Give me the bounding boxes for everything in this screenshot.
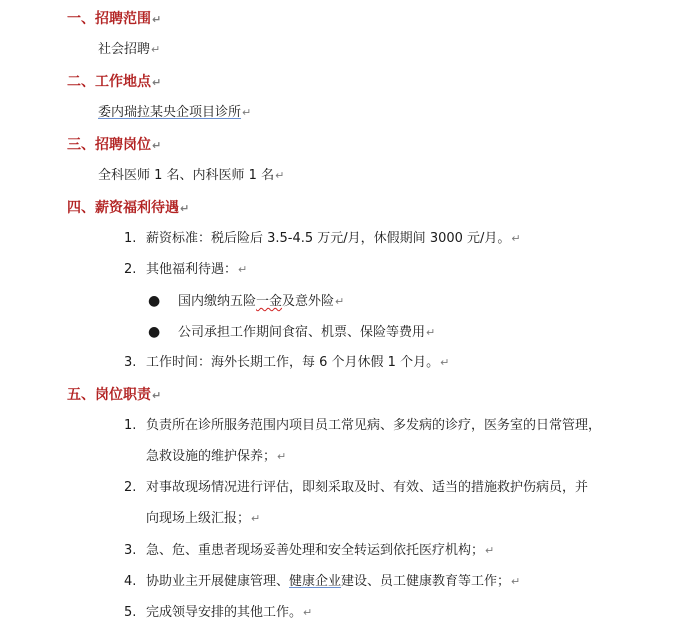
list-number: 3.: [124, 543, 137, 558]
list-item: 2. 其他福利待遇：↵: [124, 262, 248, 277]
bullet-item: ● 国内缴纳五险一金及意外险↵: [148, 293, 345, 309]
section-5-heading: 五、岗位职责↵: [67, 387, 162, 403]
list-item: 3. 急、危、重患者现场妥善处理和安全转运到依托医疗机构；↵: [124, 543, 495, 558]
list-number: 4.: [124, 574, 137, 589]
list-item: 1. 薪资标准：税后险后 3.5-4.5 万元/月，休假期间 3000 元/月。↵: [124, 231, 521, 246]
list-number: 5.: [124, 605, 137, 620]
list-item: 2. 对事故现场情况进行评估，即刻采取及时、有效、适当的措施救护伤病员，并: [124, 480, 589, 495]
list-item-continuation: 向现场上级汇报；↵: [146, 511, 261, 526]
section-4-heading: 四、薪资福利待遇↵: [67, 200, 190, 216]
section-3-heading: 三、招聘岗位↵: [67, 137, 162, 153]
list-item-continuation: 急救设施的维护保养；↵: [146, 449, 287, 464]
section-1-body: 社会招聘↵: [98, 42, 161, 57]
list-number: 1.: [124, 231, 137, 246]
section-1-heading: 一、招聘范围↵: [67, 11, 162, 27]
list-item: 4. 协助业主开展健康管理、健康企业建设、员工健康教育等工作；↵: [124, 574, 521, 589]
list-number: 2.: [124, 262, 137, 277]
list-item: 1. 负责所在诊所服务范围内项目员工常见病、多发病的诊疗，医务室的日常管理，: [124, 418, 602, 433]
list-item: 5. 完成领导安排的其他工作。↵: [124, 605, 313, 620]
section-3-body: 全科医师 1 名、内科医师 1 名↵: [98, 168, 285, 183]
bullet-item: ● 公司承担工作期间食宿、机票、保险等费用↵: [148, 324, 436, 340]
section-2-heading: 二、工作地点↵: [67, 74, 162, 90]
list-number: 3.: [124, 355, 137, 370]
list-number: 2.: [124, 480, 137, 495]
bullet-icon: ●: [148, 293, 161, 309]
list-item: 3. 工作时间：海外长期工作，每 6 个月休假 1 个月。↵: [124, 355, 450, 370]
bullet-icon: ●: [148, 324, 161, 340]
list-number: 1.: [124, 418, 137, 433]
section-2-body: 委内瑞拉某央企项目诊所↵: [98, 105, 252, 120]
